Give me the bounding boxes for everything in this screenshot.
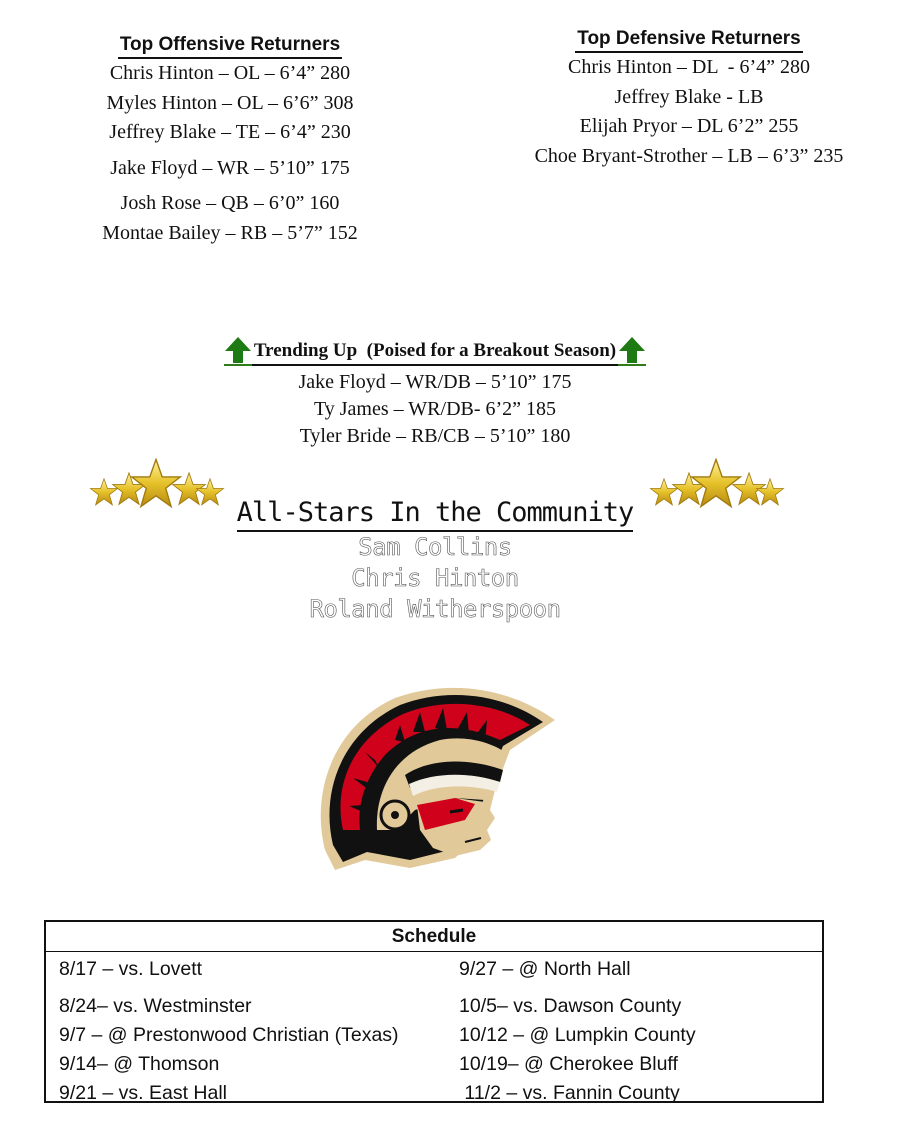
- offensive-returners-section: [60, 33, 400, 248]
- allstar-name: Chris Hinton: [351, 564, 519, 592]
- offense-player: Myles Hinton – OL – 6’6” 308: [106, 91, 354, 114]
- schedule-game: 10/19– @ Cherokee Bluff: [459, 1053, 678, 1075]
- schedule-column-right: [459, 955, 696, 1108]
- schedule-table: [44, 920, 824, 1103]
- up-arrow-icon: [224, 336, 252, 364]
- offensive-returners-title: Top Offensive Returners: [118, 33, 342, 59]
- schedule-game: 10/5– vs. Dawson County: [459, 995, 682, 1017]
- allstar-name: Roland Witherspoon: [309, 595, 561, 623]
- schedule-game: 8/17 – vs. Lovett: [59, 958, 203, 980]
- up-arrow-icon: [618, 336, 646, 364]
- trending-player: Jake Floyd – WR/DB – 5’10” 175: [298, 371, 572, 393]
- schedule-game: 9/7 – @ Prestonwood Christian (Texas): [59, 1024, 399, 1046]
- schedule-game: 9/21 – vs. East Hall: [59, 1082, 227, 1104]
- defense-player: Elijah Pryor – DL 6’2” 255: [579, 115, 799, 137]
- schedule-column-left: [46, 955, 459, 1108]
- trending-player: Tyler Bride – RB/CB – 5’10” 180: [299, 425, 571, 447]
- allstars-community-section: [200, 496, 670, 625]
- schedule-game: 8/24– vs. Westminster: [59, 995, 252, 1017]
- defensive-returners-section: [500, 27, 878, 171]
- trending-up-heading: [224, 336, 646, 366]
- offense-player: Chris Hinton – OL – 6’4” 280: [109, 62, 351, 84]
- schedule-game: 9/27 – @ North Hall: [459, 958, 631, 980]
- allstar-name: Sam Collins: [358, 533, 512, 561]
- allstars-title: All-Stars In the Community: [237, 496, 634, 532]
- offense-player: Jeffrey Blake – TE – 6’4” 230: [109, 121, 351, 143]
- trojan-helmet-logo: [305, 680, 570, 900]
- offense-player: Jake Floyd – WR – 5’10” 175: [110, 156, 350, 179]
- schedule-game: 9/14– @ Thomson: [59, 1053, 220, 1075]
- schedule-game: 11/2 – vs. Fannin County: [459, 1082, 680, 1104]
- offense-player: Montae Bailey – RB – 5’7” 152: [102, 221, 358, 244]
- defense-player: Jeffrey Blake - LB: [614, 85, 764, 108]
- schedule-title: Schedule: [46, 922, 822, 952]
- trending-up-title: Trending Up (Poised for a Breakout Season): [253, 340, 617, 361]
- offense-player: Josh Rose – QB – 6’0” 160: [120, 192, 340, 214]
- trending-up-section: [150, 336, 720, 450]
- defense-player: Choe Bryant-Strother – LB – 6’3” 235: [534, 144, 844, 167]
- defense-player: Chris Hinton – DL - 6’4” 280: [567, 56, 810, 78]
- defensive-returners-title: Top Defensive Returners: [575, 27, 802, 53]
- schedule-game: 10/12 – @ Lumpkin County: [459, 1024, 696, 1046]
- trending-player: Ty James – WR/DB- 6’2” 185: [313, 398, 557, 420]
